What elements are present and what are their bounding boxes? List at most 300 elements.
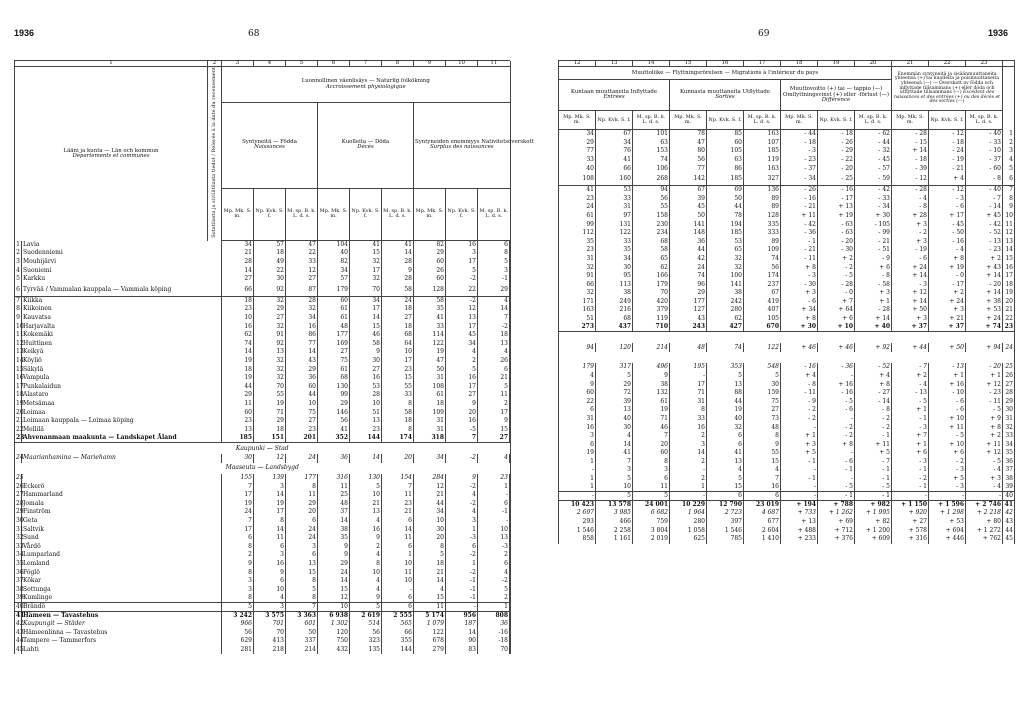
cell-value: 76 (596, 147, 633, 156)
municipality-name: Kiikoinen (22, 305, 222, 314)
cell-value: 55 (254, 391, 286, 400)
table-row (559, 466, 1015, 475)
cell-value: - 39 (892, 164, 929, 173)
cell-value: 710 (633, 323, 670, 332)
cell-value: - 19 (929, 156, 966, 165)
cell-value: + 7 (818, 298, 855, 307)
migration-header: Muuttoliike — Flyttningsrörelsen — Migrations à l'intérieur du pays (559, 67, 892, 80)
cell-value: -2 (478, 577, 510, 586)
cell-value: - 5 (966, 458, 1003, 467)
cell-value: - 13 (892, 389, 929, 398)
cell-value: 17 (222, 491, 254, 500)
cell-value: 24 (670, 263, 707, 272)
colnum-20: 20 (855, 61, 892, 67)
cell-value: + 4 (929, 173, 966, 186)
cell-value: 9 (350, 348, 382, 357)
municipality-name: Hämeen — Tavastehus (22, 611, 222, 620)
cell-value: 32 (254, 297, 286, 306)
cell-value: - 52 (855, 363, 892, 372)
cell-value: 63 (707, 156, 744, 165)
cell-value: 8 (254, 517, 286, 526)
row-number: 40 (16, 602, 24, 610)
cell-value: - 0 (818, 289, 855, 298)
cell-value: 5 (446, 266, 478, 275)
cell-value: 10 (350, 491, 382, 500)
cell-value: 14 (382, 249, 414, 258)
cell-value: + 3 (781, 440, 818, 449)
cell-value: 187 (446, 620, 478, 629)
table-row (15, 391, 511, 400)
cell-value (510, 249, 511, 258)
cell-value: 3 (559, 432, 596, 441)
cell-value: + 19 (818, 212, 855, 221)
cell-value (510, 594, 511, 603)
municipality-name: Harjavalta (22, 322, 222, 331)
municipality-name: Tampere — Tammerfors (22, 637, 222, 646)
cell-value: 14 (350, 314, 382, 323)
cell-value: 113 (596, 280, 633, 289)
cell-value: 60 (633, 449, 670, 458)
cell-value: 1 (446, 560, 478, 569)
row-number: 26 (16, 482, 24, 490)
cell-value: 68 (596, 315, 633, 324)
cell-value: 678 (414, 637, 446, 646)
cell-value: + 3 (966, 475, 1003, 484)
cell-value: 16 (446, 417, 478, 426)
cell-value: 12 (254, 454, 286, 463)
cell-value: 146 (318, 408, 350, 417)
cell-value: 29 (318, 560, 350, 569)
row-number: 5 (1003, 164, 1015, 173)
cell-value: 56 (222, 628, 254, 637)
cell-value: 15 (744, 458, 781, 467)
cell-value: -1 (478, 508, 510, 517)
cell-value: 6 682 (633, 509, 670, 518)
cell-value: 122 (596, 229, 633, 238)
cell-value: 4 (478, 568, 510, 577)
cell-value: 32 (286, 305, 318, 314)
cell-value: 53 (350, 382, 382, 391)
cell-value: 26 (414, 266, 446, 275)
cell-value: 4 (446, 491, 478, 500)
cell-value: 1 (670, 483, 707, 492)
cell-value: - 5 (966, 406, 1003, 415)
cell-value: 47 (670, 139, 707, 148)
row-number: 45 (16, 645, 24, 653)
cell-value (510, 646, 511, 655)
table-row (559, 492, 1015, 501)
cell-value: 13 (707, 380, 744, 389)
cell-value: 33 (670, 415, 707, 424)
cell-value: 280 (670, 518, 707, 527)
cell-value: - 9 (855, 255, 892, 264)
table-row (559, 423, 1015, 432)
cell-value: - 3 (781, 272, 818, 281)
table-row (559, 397, 1015, 406)
table-row (15, 594, 511, 603)
cell-value: + 34 (781, 306, 818, 315)
cell-value: - 1 (855, 432, 892, 441)
cell-value: 77 (559, 147, 596, 156)
cell-value: 101 (633, 130, 670, 139)
cell-value: 35 (559, 237, 596, 246)
cell-value: - (478, 517, 510, 526)
municipality-name: Loimaa (22, 408, 222, 417)
table-row (559, 518, 1015, 527)
cell-value: 44 (286, 391, 318, 400)
cell-value: 65 (633, 255, 670, 264)
row-number: 37 (1003, 466, 1015, 475)
cell-value: + 80 (966, 518, 1003, 527)
table-row (15, 241, 511, 250)
cell-value: 4 (414, 585, 446, 594)
cell-value: + 24 (892, 263, 929, 272)
cell-value: + 14 (966, 289, 1003, 298)
cell-value: 27 (446, 391, 478, 400)
row-number: 14 (1003, 246, 1015, 255)
cell-value: 24 (222, 508, 254, 517)
cell-value: + 712 (818, 526, 855, 535)
cell-value: + 788 (818, 501, 855, 510)
cell-value: 40 (318, 249, 350, 258)
cell-value: - (929, 492, 966, 501)
cell-value: - 19 (892, 246, 929, 255)
cell-value: 91 (559, 272, 596, 281)
cell-value (510, 357, 511, 366)
cell-value: 2 (350, 542, 382, 551)
cell-value: 6 (382, 603, 414, 612)
cell-value: 58 (382, 408, 414, 417)
cell-value: 15 (286, 568, 318, 577)
right-table (558, 60, 1015, 544)
cell-value: 163 (744, 130, 781, 139)
row-number: 25 (16, 474, 24, 482)
cell-value (510, 425, 511, 434)
cell-value: 55 (382, 382, 414, 391)
cell-value: 29 (254, 417, 286, 426)
unit-header: Np. Kvk. S. f. (707, 111, 744, 130)
cell-value (510, 297, 511, 306)
cell-value: 466 (596, 518, 633, 527)
cell-value: 3 985 (596, 509, 633, 518)
table-row (15, 603, 511, 612)
cell-value: 174 (744, 272, 781, 281)
cell-value: 548 (744, 363, 781, 372)
cell-value: 41 (707, 449, 744, 458)
cell-value: 49 (254, 258, 286, 267)
municipality-name: Jomala (22, 500, 222, 509)
table-row (559, 526, 1015, 535)
cell-value: 8 (286, 482, 318, 491)
cell-value: 565 (382, 620, 414, 629)
cell-value: 6 (254, 542, 286, 551)
cell-value: -1 (446, 577, 478, 586)
cell-value: 15 (350, 249, 382, 258)
cell-value: 318 (414, 434, 446, 443)
cell-value: 185 (222, 434, 254, 443)
cell-value: 177 (286, 474, 318, 483)
table-row (559, 535, 1015, 544)
row-number: 23 (1003, 323, 1015, 332)
cell-value: 10 (254, 585, 286, 594)
cell-value (510, 374, 511, 383)
table-row (15, 408, 511, 417)
cell-value: + 3 (855, 289, 892, 298)
row-number: 36 (16, 568, 24, 576)
cell-value: 35 (414, 305, 446, 314)
cell-value: 32 (707, 263, 744, 272)
cell-value: 7 (744, 475, 781, 484)
municipality-name: Lemland (22, 560, 222, 569)
table-row (559, 203, 1015, 212)
cell-value: 355 (382, 637, 414, 646)
cell-value: 108 (414, 382, 446, 391)
cell-value: 3 (596, 466, 633, 475)
cell-value: + 38 (966, 298, 1003, 307)
row-number: 15 (16, 365, 24, 373)
cell-value: 30 (350, 357, 382, 366)
cell-value: + 3 (929, 306, 966, 315)
table-row (15, 284, 511, 297)
cell-value: 4 (350, 585, 382, 594)
cell-value: 16 (286, 322, 318, 331)
cell-value: + 14 (855, 315, 892, 324)
unit-header: Np. Kvk. S. f. (818, 111, 855, 130)
cell-value: 4 (350, 517, 382, 526)
cell-value: + 6 (855, 263, 892, 272)
cell-value: 75 (744, 397, 781, 406)
municipality-name: Föglö (22, 568, 222, 577)
page-number-right: 69 (758, 29, 770, 39)
cell-value: 214 (286, 646, 318, 655)
cell-value: 19 (633, 406, 670, 415)
cell-value: -2 (478, 322, 510, 331)
cell-value: 31 (414, 374, 446, 383)
cell-value: - 24 (929, 147, 966, 156)
cell-value: 34 (318, 266, 350, 275)
cell-value: - 21 (781, 246, 818, 255)
row-number: 34 (1003, 440, 1015, 449)
cell-value: 32 (254, 374, 286, 383)
cell-value: 14 (222, 348, 254, 357)
cell-value: 514 (350, 620, 382, 629)
cell-value (510, 454, 511, 463)
row-number: 6 (1003, 173, 1015, 186)
cell-value: 6 938 (318, 611, 350, 620)
table-row (15, 508, 511, 517)
cell-value: + 50 (892, 306, 929, 315)
cell-value: - (818, 475, 855, 484)
cell-value: - (559, 466, 596, 475)
cell-value: - 16 (929, 237, 966, 246)
cell-value: 61 (318, 314, 350, 323)
cell-value: - 5 (818, 397, 855, 406)
cell-value: 61 (559, 212, 596, 221)
municipality-name: Kauvatsa (22, 314, 222, 323)
cell-value: 29 (670, 289, 707, 298)
cell-value: 16 (670, 423, 707, 432)
cell-value: -2 (446, 482, 478, 491)
cell-value: 169 (318, 340, 350, 349)
cell-value: 24 (286, 525, 318, 534)
cell-value (510, 434, 511, 443)
cell-value: 47 (414, 357, 446, 366)
cell-value: 163 (744, 164, 781, 173)
cell-value: 148 (670, 229, 707, 238)
cell-value: 51 (559, 315, 596, 324)
table-row (559, 458, 1015, 467)
cell-value: + 609 (855, 535, 892, 544)
colnum-12: 12 (559, 61, 596, 67)
cell-value: - 3 (781, 147, 818, 156)
cell-value: 6 (707, 432, 744, 441)
cell-value: 20 (633, 440, 670, 449)
cell-value: - 28 (892, 130, 929, 139)
cell-value: 67 (670, 186, 707, 195)
cell-value: 99 (559, 220, 596, 229)
cell-value: 70 (254, 382, 286, 391)
cell-value: 9 (318, 542, 350, 551)
table-row (15, 474, 511, 483)
cell-value: 4 (446, 508, 478, 517)
cell-value: 16 (222, 322, 254, 331)
row-number: 25 (1003, 363, 1015, 372)
cell-value: + 10 (929, 440, 966, 449)
cell-value: 352 (318, 434, 350, 443)
cell-value: 91 (254, 331, 286, 340)
cell-value: + 1 (892, 440, 929, 449)
cell-value: - 20 (966, 363, 1003, 372)
cell-value: - (781, 492, 818, 501)
colnum-21: 21 (892, 61, 929, 67)
unit-header: M. sp. B. k. L. d. s. (478, 188, 510, 240)
cell-value: - 40 (966, 186, 1003, 195)
cell-value: 141 (670, 220, 707, 229)
table-row (559, 483, 1015, 492)
cell-value: - 28 (892, 186, 929, 195)
cell-value: 21 (350, 500, 382, 509)
cell-value: 6 (559, 440, 596, 449)
colnum-13: 13 (596, 61, 633, 67)
cell-value: -3 (446, 534, 478, 543)
cell-value: - 15 (892, 139, 929, 148)
cell-value (510, 525, 511, 534)
cell-value: 179 (318, 284, 350, 297)
cell-value: -2 (446, 551, 478, 560)
table-row (15, 417, 511, 426)
cell-value: + 762 (966, 535, 1003, 544)
cell-value: 48 (318, 500, 350, 509)
cell-value: 437 (596, 323, 633, 332)
table-row (15, 305, 511, 314)
row-number: 22 (1003, 315, 1015, 324)
cell-value: 6 (382, 594, 414, 603)
cell-value: 6 (382, 517, 414, 526)
cell-value: 77 (286, 340, 318, 349)
municipality-name: Maarianhamina — Mariehamn (22, 454, 222, 463)
cell-value: - (559, 492, 596, 501)
cell-value: 179 (633, 280, 670, 289)
cell-value: - (966, 492, 1003, 501)
cell-value: -1 (478, 275, 510, 284)
cell-value: + 11 (966, 440, 1003, 449)
row-number: 33 (16, 542, 24, 550)
cell-value: - 1 (855, 492, 892, 501)
unit-header: Np. Kvk. S. f. (446, 188, 478, 240)
row-number: 30 (16, 516, 24, 524)
cell-value: + 50 (929, 343, 966, 352)
cell-value: - 1 (892, 483, 929, 492)
municipality-name: Hämeenlinna — Tavastehus (22, 628, 222, 637)
cell-value: + 43 (966, 263, 1003, 272)
municipality-name: Vampula (22, 374, 222, 383)
cell-value: 41 (596, 449, 633, 458)
cell-value: 38 (318, 525, 350, 534)
cell-value: 30 (222, 454, 254, 463)
cell-value: 29 (254, 305, 286, 314)
cell-value: - (892, 492, 929, 501)
table-row (559, 289, 1015, 298)
cell-value: - 2 (855, 415, 892, 424)
cell-value: 6 (707, 440, 744, 449)
cell-value: + 11 (781, 212, 818, 221)
cell-value: - 1 (818, 466, 855, 475)
cell-value: 109 (744, 246, 781, 255)
cell-value: 87 (286, 284, 318, 297)
colnum-16: 16 (707, 61, 744, 67)
cell-value: 11 (254, 534, 286, 543)
cell-value: 27 (286, 275, 318, 284)
cell-value: + 7 (892, 432, 929, 441)
cell-value: 13 (446, 314, 478, 323)
cell-value: - 1 (781, 475, 818, 484)
cell-value: 77 (670, 164, 707, 173)
cell-value: 33 (286, 258, 318, 267)
cell-value: - 51 (855, 246, 892, 255)
cell-value: 10 (286, 400, 318, 409)
cell-value: 7 (596, 458, 633, 467)
cell-value: 3 (286, 542, 318, 551)
cell-value: - 2 (781, 406, 818, 415)
cell-value: - 34 (855, 203, 892, 212)
cell-value: 64 (382, 340, 414, 349)
cell-value: - 21 (781, 203, 818, 212)
cell-value: 1 302 (318, 620, 350, 629)
cell-value: 9 (446, 474, 478, 483)
row-number: 16 (16, 374, 24, 382)
cell-value: 3 (222, 577, 254, 586)
cell-value: 56 (350, 628, 382, 637)
cell-value: + 37 (929, 323, 966, 332)
cell-value: 90 (446, 637, 478, 646)
table-row (15, 542, 511, 551)
cell-value: 15 (707, 483, 744, 492)
unit-header: M. sp. B. k. L. d. s. (966, 111, 1003, 130)
cell-value: + 3 (892, 237, 929, 246)
muni-header: Lääni ja kunta — Län och kommun Départements et communes (15, 67, 208, 241)
cell-value: 97 (596, 212, 633, 221)
unit-header: M. sp. B. k. L. d. s. (382, 188, 414, 240)
cell-value: 34 (559, 130, 596, 139)
cell-value: 28 (382, 275, 414, 284)
cell-value: 1 (382, 551, 414, 560)
cell-value: 131 (596, 220, 633, 229)
row-number: 17 (16, 382, 24, 390)
table-row (15, 382, 511, 391)
cell-value: - 28 (855, 306, 892, 315)
cell-value: + 733 (781, 509, 818, 518)
colnum-1: 1 (15, 61, 208, 67)
